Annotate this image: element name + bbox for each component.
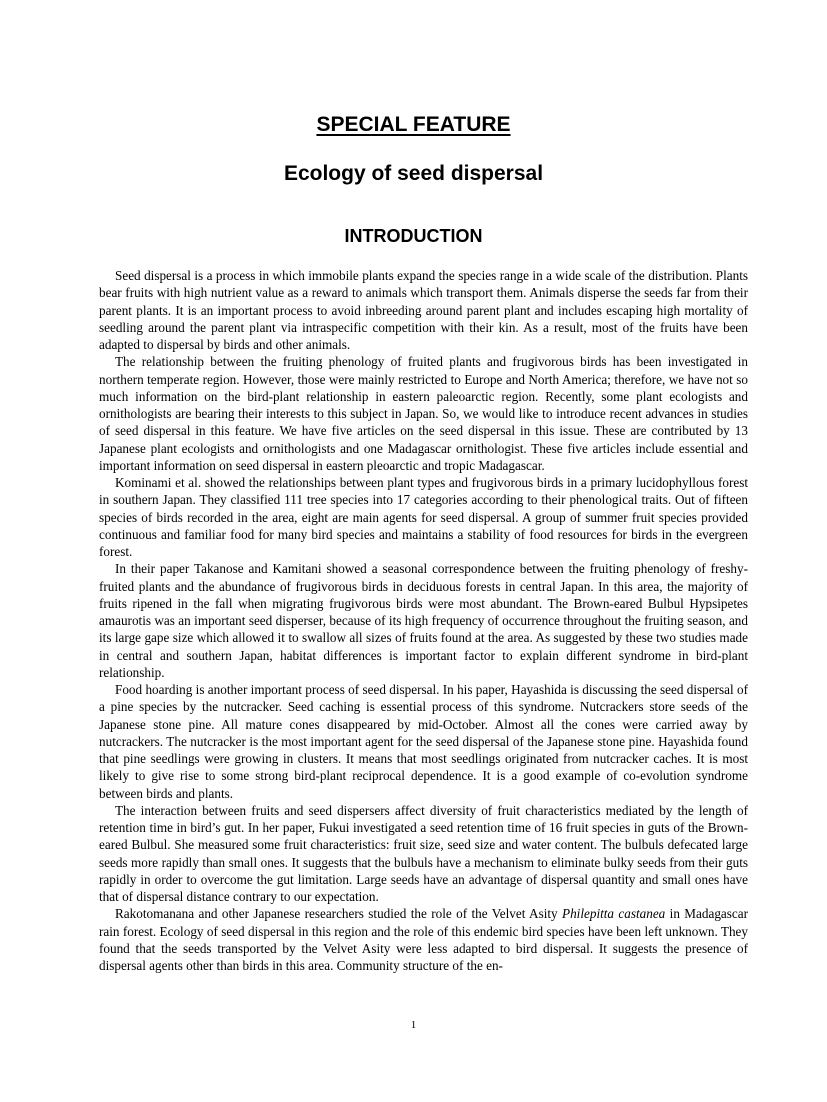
special-feature-label-text: SPECIAL FEATURE <box>316 113 511 136</box>
article-body <box>99 267 748 974</box>
paragraph-7-text-end: in Madagascar rain forest. Ecology of seed dispersal in this region and the role of this endemic bird species have been left unknown. They found that the seeds transported by the Velvet Asity were less adapted to bird dispersal. It suggests the presence of dispersal agents other than birds in this area. Community structure of the en- <box>99 906 748 973</box>
paragraph-1: Seed dispersal is a process in which immobile plants expand the species range in a wide scale of the distribution. Plants bear fruits with high nutrient value as a reward to animals which transport them. Animals disperse the seeds far from their parent plants. It is an important process to avoid inbreeding around parent plant and includes escaping high mortality of seedling around the parent plant via intraspecific competition with their kin. As a result, most of the fruits have been adapted to dispersal by birds and other animals. <box>99 268 748 352</box>
section-title: INTRODUCTION <box>344 226 483 246</box>
paragraph-7-text-start: Rakotomanana and other Japanese researchers studied the role of the Velvet Asity <box>115 906 563 922</box>
paragraph-3: Kominami et al. showed the relationships between plant types and frugivorous birds in a primary lucidophyllous forest in southern Japan. They classified 111 tree species into 17 categories according to their phenological traits. Out of fifteen species of birds recorded in the area, eight are main agents for seed dispersal. A group of summer fruit species provided continuous and familiar food for many bird species and maintains a stability of food resources for birds in the evergreen forest. <box>99 475 748 559</box>
paragraph-7 <box>99 905 748 974</box>
paragraph-6: The interaction between fruits and seed dispersers affect diversity of fruit characteristics mediated by the length of retention time in bird’s gut. In her paper, Fukui investigated a seed retention time of 16 fruit species in guts of the Brown-eared Bulbul. She measured some fruit characteristics: fruit size, seed size and water content. The bulbuls defecated large seeds more rapidly than small ones. It suggests that the bulbuls have a mechanism to eliminate bulky seeds from their guts rapidly in order to overcome the gut limitation. Large seeds have an advantage of dispersal quantity and small ones have that of dispersal distance contrary to our expectation. <box>99 802 748 904</box>
page-number: 1 <box>410 1019 417 1031</box>
paragraph-2: The relationship between the fruiting phenology of fruited plants and frugivorous birds has been investigated in northern temperate region. However, those were mainly restricted to Europe and North America; therefore, we have not so much information on the bird-plant relationship in eastern paleoarctic region. Recently, some plant ecologists and ornithologists are bearing their interests to this subject in Japan. So, we would like to introduce recent advances in studies of seed dispersal in this feature. We have five articles on the seed dispersal in this issue. These are contributed by 13 Japanese plant ecologists and ornithologists and one Madagascar ornithologist. These five articles include essential and important information on seed dispersal in eastern pleoarctic and tropic Madagascar. <box>99 354 748 473</box>
paragraph-5: Food hoarding is another important process of seed dispersal. In his paper, Hayashida is discussing the seed dispersal of a pine species by the nutcracker. Seed caching is essential process of this syndrome. Nutcrackers store seeds of the Japanese stone pine. All mature cones disappeared by mid-October. Almost all the cones were carried away by nutcrackers. The nutcracker is the most important agent for the seed dispersal of the Japanese stone pine. Hayashida found that pine seedlings were growing in clusters. It means that most seedlings originated from nutcracker caches. It is most likely to give rise to some strong bird-plant reciprocal dependence. It is a good example of co-evolution syndrome between birds and plants. <box>99 682 748 801</box>
paragraph-4: In their paper Takanose and Kamitani showed a seasonal correspondence between the fruiting phenology of freshy-fruited plants and the abundance of frugivorous birds in deciduous forests in central Japan. In this area, the majority of fruits ripened in the fall when migrating frugivorous birds were most abundant. The Brown-eared Bulbul Hypsipetes amaurotis was an important seed disperser, because of its high frequency of occurrence throughout the fruiting season, and its large gape size which allowed it to swallow all sizes of fruits found at the area. As suggested by these two studies made in central and southern Japan, habitat differences is important factor to explain different syndrome in bird-plant relationship. <box>99 561 748 680</box>
feature-title: Ecology of seed dispersal <box>283 162 544 185</box>
special-feature-label <box>0 111 827 139</box>
species-name-italic: Philepitta castanea <box>562 906 666 922</box>
